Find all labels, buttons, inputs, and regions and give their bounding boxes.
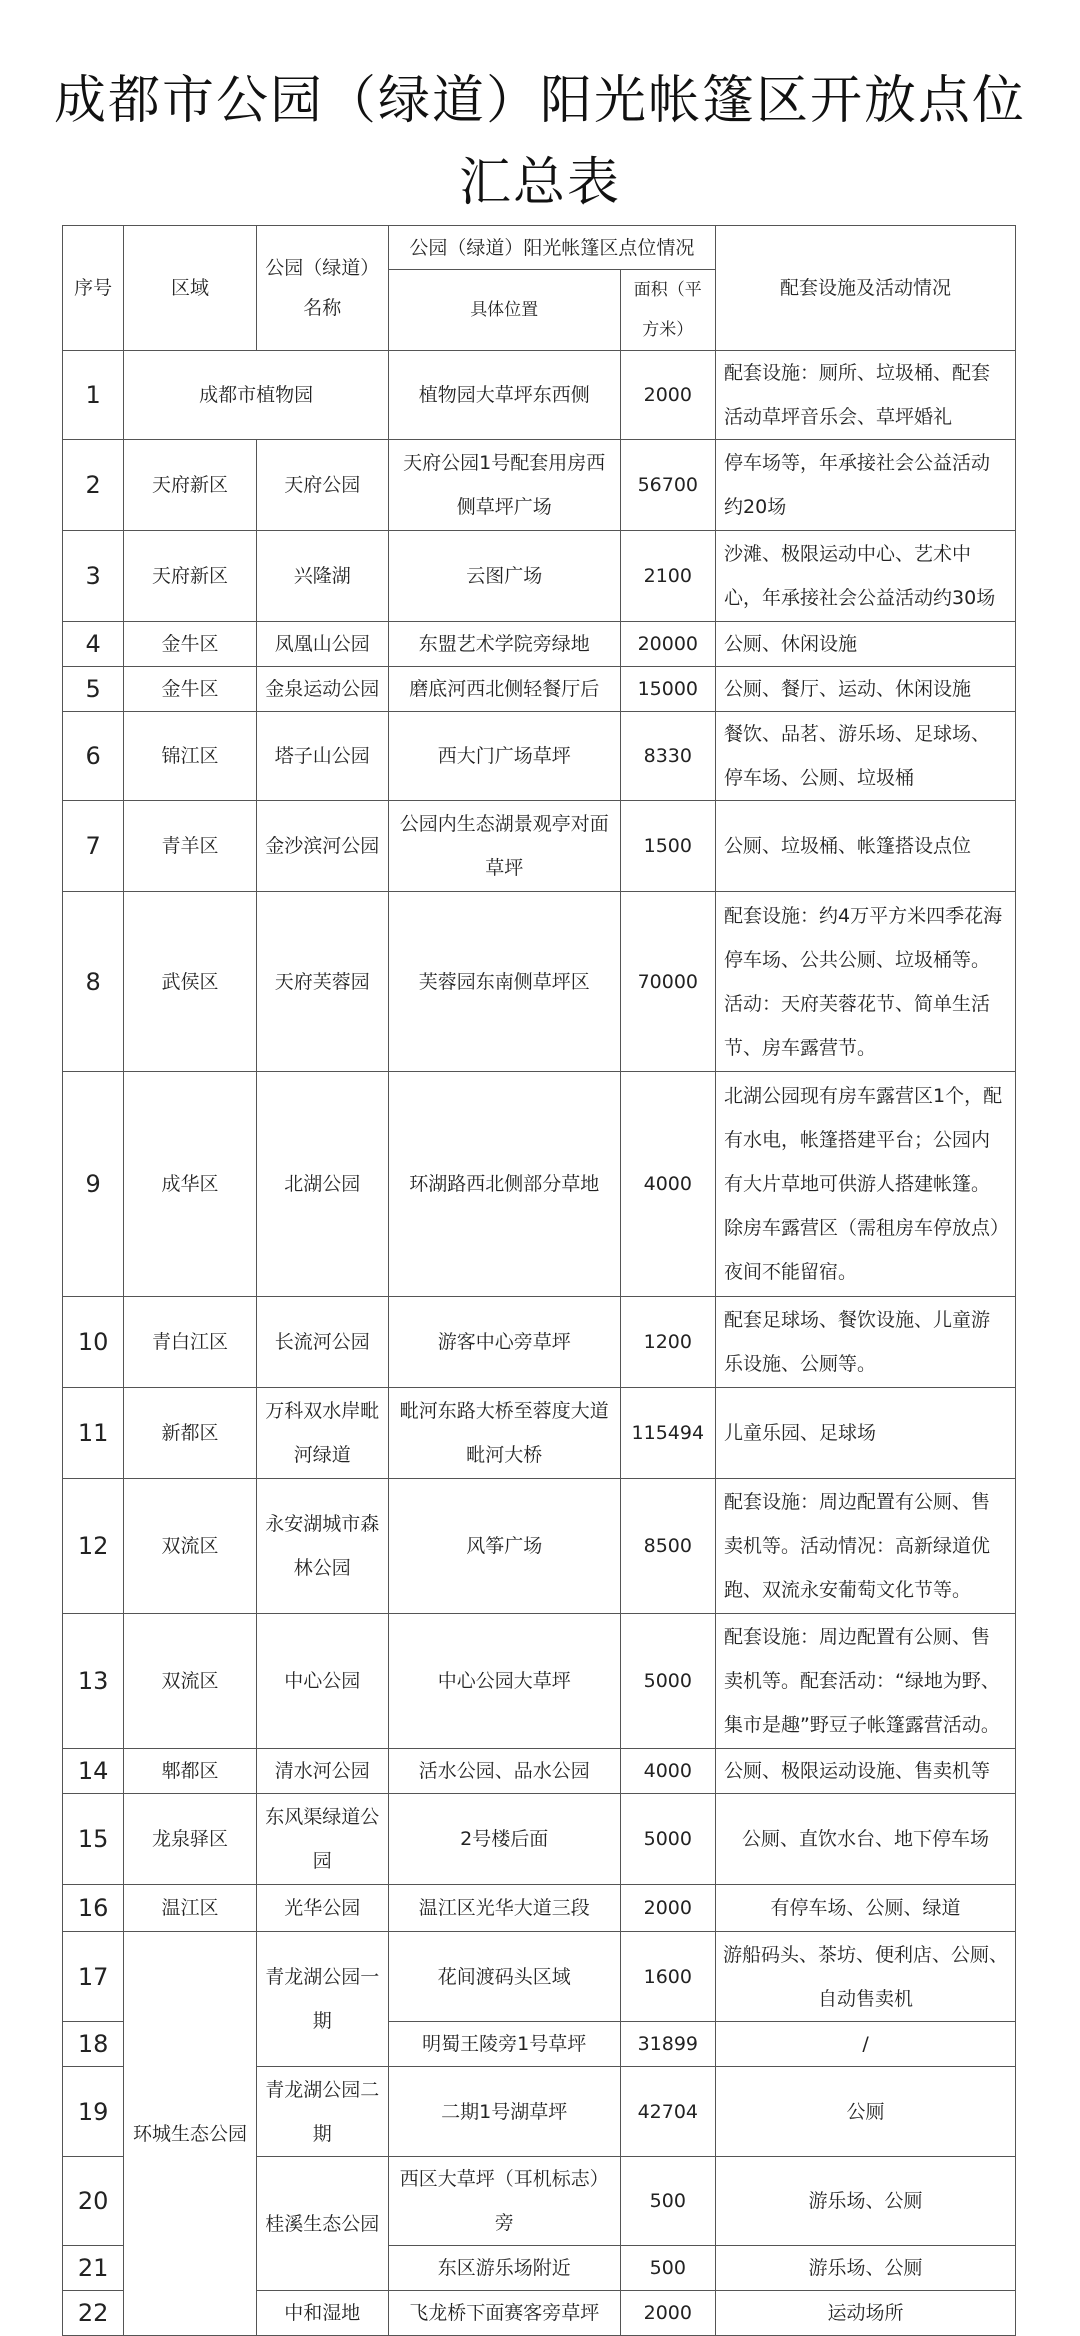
location-cell: 游客中心旁草坪 — [388, 1297, 620, 1388]
park-cell: 清水河公园 — [256, 1749, 388, 1794]
seq-cell: 14 — [63, 1749, 124, 1794]
district-cell: 成华区 — [124, 1072, 256, 1297]
table-header-row — [63, 226, 1016, 270]
location-cell: 公园内生态湖景观亭对面草坪 — [388, 801, 620, 892]
park-cell: 天府芙蓉园 — [256, 892, 388, 1072]
seq-cell: 7 — [63, 801, 124, 892]
header-district: 区域 — [124, 226, 256, 351]
seq-cell: 19 — [63, 2067, 124, 2157]
campsite-table — [62, 225, 1016, 2336]
district-cell: 郫都区 — [124, 1749, 256, 1794]
seq-cell: 10 — [63, 1297, 124, 1388]
area-cell: 15000 — [620, 667, 715, 712]
area-cell: 2000 — [620, 351, 715, 440]
seq-cell: 15 — [63, 1794, 124, 1885]
facilities-cell: 公厕、垃圾桶、帐篷搭设点位 — [716, 801, 1016, 892]
park-cell: 青龙湖公园一期 — [256, 1932, 388, 2067]
seq-cell: 8 — [63, 892, 124, 1072]
seq-cell: 4 — [63, 622, 124, 667]
seq-cell: 12 — [63, 1479, 124, 1614]
district-cell: 金牛区 — [124, 667, 256, 712]
area-cell: 70000 — [620, 892, 715, 1072]
location-cell: 东区游乐场附近 — [388, 2246, 620, 2291]
facilities-cell: 餐饮、品茗、游乐场、足球场、停车场、公厕、垃圾桶 — [716, 712, 1016, 801]
area-cell: 2000 — [620, 2291, 715, 2336]
header-area: 面积（平方米） — [620, 270, 715, 351]
district-cell: 锦江区 — [124, 712, 256, 801]
facilities-cell: 儿童乐园、足球场 — [716, 1388, 1016, 1479]
park-cell: 桂溪生态公园 — [256, 2157, 388, 2291]
park-cell: 长流河公园 — [256, 1297, 388, 1388]
park-cell: 光华公园 — [256, 1885, 388, 1932]
facilities-cell: 运动场所 — [716, 2291, 1016, 2336]
seq-cell: 3 — [63, 531, 124, 622]
facilities-cell: 公厕 — [716, 2067, 1016, 2157]
location-cell: 环湖路西北侧部分草地 — [388, 1072, 620, 1297]
table-row — [63, 1072, 1016, 1297]
area-cell: 1200 — [620, 1297, 715, 1388]
location-cell: 2号楼后面 — [388, 1794, 620, 1885]
table-row — [63, 1388, 1016, 1479]
facilities-cell: 游乐场、公厕 — [716, 2157, 1016, 2246]
facilities-cell: / — [716, 2022, 1016, 2067]
facilities-cell: 公厕、极限运动设施、售卖机等 — [716, 1749, 1016, 1794]
facilities-cell: 配套设施：周边配置有公厕、售卖机等。配套活动：“绿地为野、集市是趣”野豆子帐篷露营活动。 — [716, 1614, 1016, 1749]
header-seq: 序号 — [63, 226, 124, 351]
seq-cell: 22 — [63, 2291, 124, 2336]
location-cell: 温江区光华大道三段 — [388, 1885, 620, 1932]
location-cell: 活水公园、品水公园 — [388, 1749, 620, 1794]
table-row — [63, 801, 1016, 892]
seq-cell: 17 — [63, 1932, 124, 2022]
location-cell: 天府公园1号配套用房西侧草坪广场 — [388, 440, 620, 531]
park-cell: 金沙滨河公园 — [256, 801, 388, 892]
facilities-cell: 北湖公园现有房车露营区1个，配有水电，帐篷搭建平台；公园内有大片草地可供游人搭建帐篷。除房车露营区（需租房车停放点）夜间不能留宿。 — [716, 1072, 1016, 1297]
area-cell: 500 — [620, 2246, 715, 2291]
table-row — [63, 667, 1016, 712]
table-row — [63, 892, 1016, 1072]
facilities-cell: 公厕、直饮水台、地下停车场 — [716, 1794, 1016, 1885]
area-cell: 4000 — [620, 1072, 715, 1297]
location-cell: 毗河东路大桥至蓉度大道毗河大桥 — [388, 1388, 620, 1479]
location-cell: 二期1号湖草坪 — [388, 2067, 620, 2157]
district-cell: 新都区 — [124, 1388, 256, 1479]
area-cell: 20000 — [620, 622, 715, 667]
header-park-name: 公园（绿道）名称 — [256, 226, 388, 351]
location-cell: 明蜀王陵旁1号草坪 — [388, 2022, 620, 2067]
district-cell: 双流区 — [124, 1479, 256, 1614]
park-cell: 北湖公园 — [256, 1072, 388, 1297]
facilities-cell: 游船码头、茶坊、便利店、公厕、自动售卖机 — [716, 1932, 1016, 2022]
facilities-cell: 停车场等，年承接社会公益活动约20场 — [716, 440, 1016, 531]
table-row — [63, 622, 1016, 667]
table-row — [63, 351, 1016, 440]
area-cell: 8330 — [620, 712, 715, 801]
location-cell: 磨底河西北侧轻餐厅后 — [388, 667, 620, 712]
district-cell: 金牛区 — [124, 622, 256, 667]
header-site-group: 公园（绿道）阳光帐篷区点位情况 — [388, 226, 715, 270]
park-cell: 金泉运动公园 — [256, 667, 388, 712]
page-title-line-2: 汇总表 — [458, 153, 621, 213]
district-cell: 天府新区 — [124, 531, 256, 622]
table-row — [63, 1885, 1016, 1932]
location-cell: 风筝广场 — [388, 1479, 620, 1614]
seq-cell: 6 — [63, 712, 124, 801]
park-cell: 万科双水岸毗河绿道 — [256, 1388, 388, 1479]
location-cell: 植物园大草坪东西侧 — [388, 351, 620, 440]
table-row — [63, 1297, 1016, 1388]
seq-cell: 11 — [63, 1388, 124, 1479]
location-cell: 中心公园大草坪 — [388, 1614, 620, 1749]
area-cell: 5000 — [620, 1794, 715, 1885]
table-row — [63, 1614, 1016, 1749]
location-cell: 西大门广场草坪 — [388, 712, 620, 801]
area-cell: 115494 — [620, 1388, 715, 1479]
district-cell: 武侯区 — [124, 892, 256, 1072]
area-cell: 2000 — [620, 1885, 715, 1932]
facilities-cell: 沙滩、极限运动中心、艺术中心，年承接社会公益活动约30场 — [716, 531, 1016, 622]
area-cell: 8500 — [620, 1479, 715, 1614]
area-cell: 4000 — [620, 1749, 715, 1794]
location-cell: 飞龙桥下面赛客旁草坪 — [388, 2291, 620, 2336]
area-cell: 42704 — [620, 2067, 715, 2157]
seq-cell: 18 — [63, 2022, 124, 2067]
seq-cell: 1 — [63, 351, 124, 440]
area-cell: 2100 — [620, 531, 715, 622]
location-cell: 芙蓉园东南侧草坪区 — [388, 892, 620, 1072]
district-cell: 青羊区 — [124, 801, 256, 892]
header-location: 具体位置 — [388, 270, 620, 351]
seq-cell: 9 — [63, 1072, 124, 1297]
area-cell: 1600 — [620, 1932, 715, 2022]
location-cell: 花间渡码头区域 — [388, 1932, 620, 2022]
location-cell: 云图广场 — [388, 531, 620, 622]
seq-cell: 20 — [63, 2157, 124, 2246]
seq-cell: 21 — [63, 2246, 124, 2291]
seq-cell: 5 — [63, 667, 124, 712]
facilities-cell: 有停车场、公厕、绿道 — [716, 1885, 1016, 1932]
park-cell: 东风渠绿道公园 — [256, 1794, 388, 1885]
table-row — [63, 1479, 1016, 1614]
seq-cell: 16 — [63, 1885, 124, 1932]
district-cell: 双流区 — [124, 1614, 256, 1749]
park-cell: 青龙湖公园二期 — [256, 2067, 388, 2157]
table-row — [63, 1794, 1016, 1885]
facilities-cell: 公厕、休闲设施 — [716, 622, 1016, 667]
district-cell: 天府新区 — [124, 440, 256, 531]
district-cell: 成都市植物园 — [124, 351, 388, 440]
park-cell: 中和湿地 — [256, 2291, 388, 2336]
location-cell: 东盟艺术学院旁绿地 — [388, 622, 620, 667]
district-cell: 温江区 — [124, 1885, 256, 1932]
district-cell: 龙泉驿区 — [124, 1794, 256, 1885]
facilities-cell: 公厕、餐厅、运动、休闲设施 — [716, 667, 1016, 712]
park-cell: 永安湖城市森林公园 — [256, 1479, 388, 1614]
location-cell: 西区大草坪（耳机标志）旁 — [388, 2157, 620, 2246]
table-row — [63, 440, 1016, 531]
park-cell: 塔子山公园 — [256, 712, 388, 801]
park-cell: 凤凰山公园 — [256, 622, 388, 667]
header-facilities: 配套设施及活动情况 — [716, 226, 1016, 351]
park-cell: 中心公园 — [256, 1614, 388, 1749]
seq-cell: 13 — [63, 1614, 124, 1749]
page-title: 成都市公园（绿道）阳光帐篷区开放点位 — [53, 71, 1026, 131]
area-cell: 500 — [620, 2157, 715, 2246]
area-cell: 5000 — [620, 1614, 715, 1749]
district-cell: 环城生态公园 — [124, 1932, 256, 2336]
area-cell: 56700 — [620, 440, 715, 531]
table-row — [63, 1932, 1016, 2022]
facilities-cell: 游乐场、公厕 — [716, 2246, 1016, 2291]
area-cell: 1500 — [620, 801, 715, 892]
facilities-cell: 配套设施：约4万平方米四季花海停车场、公共公厕、垃圾桶等。活动：天府芙蓉花节、简单生活节、房车露营节。 — [716, 892, 1016, 1072]
park-cell: 兴隆湖 — [256, 531, 388, 622]
seq-cell: 2 — [63, 440, 124, 531]
district-cell: 青白江区 — [124, 1297, 256, 1388]
table-row — [63, 1749, 1016, 1794]
park-cell: 天府公园 — [256, 440, 388, 531]
facilities-cell: 配套设施：周边配置有公厕、售卖机等。活动情况：高新绿道优跑、双流永安葡萄文化节等。 — [716, 1479, 1016, 1614]
table-row — [63, 531, 1016, 622]
area-cell: 31899 — [620, 2022, 715, 2067]
facilities-cell: 配套设施：厕所、垃圾桶、配套活动草坪音乐会、草坪婚礼 — [716, 351, 1016, 440]
facilities-cell: 配套足球场、餐饮设施、儿童游乐设施、公厕等。 — [716, 1297, 1016, 1388]
table-row — [63, 712, 1016, 801]
